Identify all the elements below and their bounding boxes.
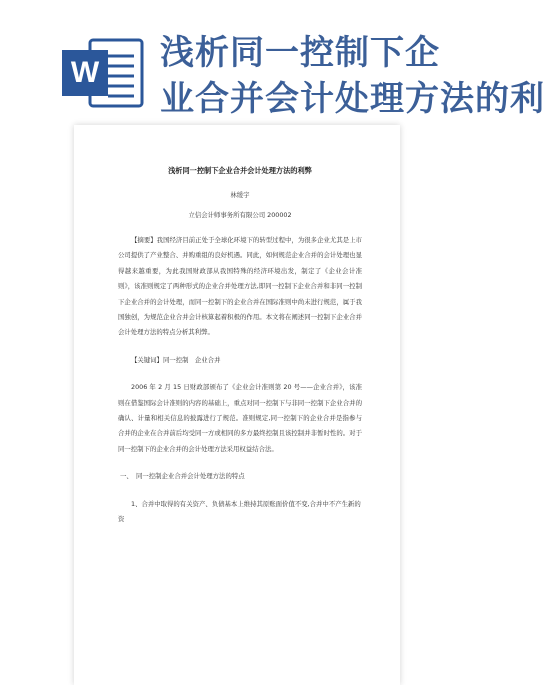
keywords-paragraph: 【关键词】同一控制 企业合并 bbox=[131, 355, 221, 364]
abstract-paragraph: 【摘要】我国经济目前正处于全球化环境下的转型过程中，为很多企业尤其是上市公司提供了产业整合、并购重组的良好机遇。同此，如何规范企业合并的会计处理也显得越来越重要，为此我国财政部从我国特殊的经济环境出发，制定了《企业会计准则》，该准则规定了两种形式的企业合并处理方法,即同一控制下企业合并和非同一控制下企业合并的会计处理，而同一控制下的企业合并在国际准则中尚未进行规范，属于我国独创，为规范企业合并会计核算起着积极的作用。本文将在阐述同一控制下企业合并会计处理方法的特点分析其利弊。 bbox=[118, 236, 362, 337]
word-logo-letter: W bbox=[70, 56, 100, 89]
point-1-paragraph: 1、合并中取得的有关资产、负债基本上维持其原账面价值不变,合并中不产生新的资 bbox=[118, 499, 361, 524]
section-heading-1: 一、 同一控制企业合并会计处理方法的特点 bbox=[120, 472, 245, 481]
document-affiliation: 立信会计师事务所有限公司 200002 bbox=[188, 211, 292, 219]
intro-paragraph: 2006 年 2 月 15 日财政部颁布了《企业会计准则第 20 号——企业合并》，该准则在借鉴国际会计准则的内容的基础上，重点对同一控制下与非同一控制下企业合并的确认、计量和相关信息的披露进行了规范。准则规定,同一控制下的企业合并是指参与合并的企业在合并前后均受同一方或相同的多方最终控制且该控制并非暂时性的。对于同一控制下的企业合并的会计处理方法采用权益结合法。 bbox=[118, 383, 362, 453]
document-author: 林缓宇 bbox=[230, 191, 250, 199]
word-icon bbox=[60, 36, 146, 110]
banner-title-line-1: 浅析同一控制下企 bbox=[160, 33, 440, 73]
document-body bbox=[118, 165, 362, 528]
banner-title-line-2: 业合并会计处理方法的利 bbox=[160, 79, 545, 119]
document-banner bbox=[0, 0, 545, 130]
banner-title bbox=[160, 30, 545, 122]
document-title: 浅析同一控制下企业合并会计处理方法的利弊 bbox=[168, 166, 312, 175]
